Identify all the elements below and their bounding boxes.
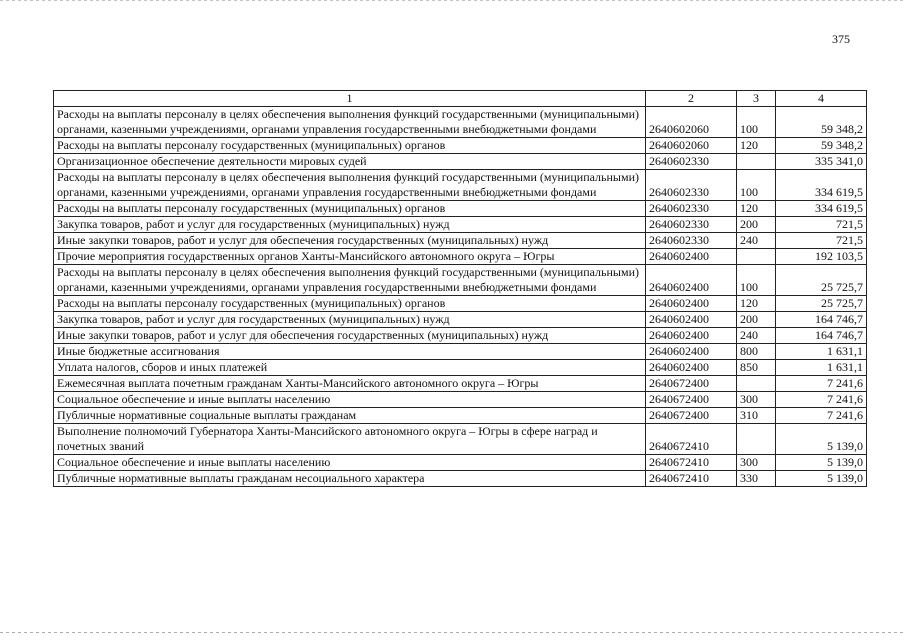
row-code: 2640602400 [646,312,737,328]
row-code: 2640602060 [646,138,737,154]
row-name: Иные бюджетные ассигнования [54,344,646,360]
row-expense-type [737,154,776,170]
row-expense-type: 300 [737,455,776,471]
row-name: Расходы на выплаты персоналу государственных (муниципальных) органов [54,296,646,312]
budget-table [53,90,867,487]
row-name: Расходы на выплаты персоналу в целях обеспечения выполнения функций государственными (муниципальными) органами, казенными учреждениями, органами управления государственными внебюджетными фондами [54,170,646,201]
row-name: Закупка товаров, работ и услуг для государственных (муниципальных) нужд [54,217,646,233]
row-expense-type: 330 [737,471,776,487]
row-amount: 1 631,1 [776,360,867,376]
row-amount: 164 746,7 [776,312,867,328]
table-row [54,455,867,471]
row-name: Организационное обеспечение деятельности мировых судей [54,154,646,170]
row-code: 2640602330 [646,233,737,249]
table-header-row [54,91,867,107]
row-name: Иные закупки товаров, работ и услуг для обеспечения государственных (муниципальных) нужд [54,233,646,249]
row-name: Уплата налогов, сборов и иных платежей [54,360,646,376]
header-col-4: 4 [776,91,867,107]
row-expense-type: 240 [737,233,776,249]
header-col-1: 1 [54,91,646,107]
row-amount: 721,5 [776,217,867,233]
header-col-3: 3 [737,91,776,107]
row-amount: 1 631,1 [776,344,867,360]
row-expense-type: 200 [737,312,776,328]
row-code: 2640602330 [646,201,737,217]
row-code: 2640602060 [646,107,737,138]
row-code: 2640602400 [646,328,737,344]
row-expense-type: 800 [737,344,776,360]
table-row [54,154,867,170]
row-name: Расходы на выплаты персоналу в целях обеспечения выполнения функций государственными (муниципальными) органами, казенными учреждениями, органами управления государственными внебюджетными фондами [54,107,646,138]
table-row [54,471,867,487]
row-expense-type: 120 [737,201,776,217]
row-amount: 59 348,2 [776,107,867,138]
row-name: Ежемесячная выплата почетным гражданам Ханты-Мансийского автономного округа – Югры [54,376,646,392]
table-row [54,408,867,424]
table-row [54,424,867,455]
table-row [54,170,867,201]
row-name: Социальное обеспечение и иные выплаты населению [54,455,646,471]
row-name: Расходы на выплаты персоналу государственных (муниципальных) органов [54,138,646,154]
row-expense-type: 240 [737,328,776,344]
row-code: 2640602330 [646,217,737,233]
row-code: 2640672400 [646,392,737,408]
row-code: 2640672400 [646,408,737,424]
row-name: Иные закупки товаров, работ и услуг для обеспечения государственных (муниципальных) нужд [54,328,646,344]
row-amount: 5 139,0 [776,471,867,487]
table-row [54,328,867,344]
row-name: Социальное обеспечение и иные выплаты населению [54,392,646,408]
row-code: 2640602400 [646,265,737,296]
row-code: 2640602400 [646,344,737,360]
row-name: Публичные нормативные социальные выплаты гражданам [54,408,646,424]
row-amount: 192 103,5 [776,249,867,265]
row-code: 2640672410 [646,424,737,455]
row-name: Расходы на выплаты персоналу государственных (муниципальных) органов [54,201,646,217]
row-name: Публичные нормативные выплаты гражданам несоциального характера [54,471,646,487]
row-amount: 7 241,6 [776,392,867,408]
header-col-2: 2 [646,91,737,107]
row-name: Расходы на выплаты персоналу в целях обеспечения выполнения функций государственными (муниципальными) органами, казенными учреждениями, органами управления государственными внебюджетными фондами [54,265,646,296]
row-amount: 334 619,5 [776,201,867,217]
row-code: 2640602400 [646,249,737,265]
row-amount: 7 241,6 [776,376,867,392]
table-row [54,265,867,296]
table-row [54,392,867,408]
row-expense-type: 300 [737,392,776,408]
table-row [54,138,867,154]
row-expense-type: 100 [737,170,776,201]
table-row [54,344,867,360]
table-row [54,249,867,265]
row-amount: 59 348,2 [776,138,867,154]
row-amount: 5 139,0 [776,424,867,455]
table-row [54,107,867,138]
page-number: 375 [832,32,850,46]
table-row [54,312,867,328]
row-amount: 335 341,0 [776,154,867,170]
row-name: Выполнение полномочий Губернатора Ханты-Мансийского автономного округа – Югры в сфере наград и почетных званий [54,424,646,455]
row-code: 2640672410 [646,471,737,487]
table-row [54,217,867,233]
row-name: Закупка товаров, работ и услуг для государственных (муниципальных) нужд [54,312,646,328]
row-amount: 721,5 [776,233,867,249]
row-expense-type: 310 [737,408,776,424]
row-expense-type: 120 [737,138,776,154]
row-code: 2640602400 [646,296,737,312]
row-expense-type: 120 [737,296,776,312]
scan-edge-bottom [0,632,905,633]
row-code: 2640602330 [646,154,737,170]
row-expense-type [737,249,776,265]
table-row [54,360,867,376]
row-amount: 5 139,0 [776,455,867,471]
row-code: 2640672400 [646,376,737,392]
row-amount: 7 241,6 [776,408,867,424]
table-row [54,233,867,249]
scan-edge-top [0,0,905,1]
row-amount: 334 619,5 [776,170,867,201]
row-expense-type: 100 [737,265,776,296]
row-expense-type: 850 [737,360,776,376]
table-row [54,376,867,392]
row-amount: 25 725,7 [776,296,867,312]
row-amount: 164 746,7 [776,328,867,344]
row-expense-type: 100 [737,107,776,138]
row-name: Прочие мероприятия государственных органов Ханты-Мансийского автономного округа – Югры [54,249,646,265]
row-code: 2640602400 [646,360,737,376]
row-amount: 25 725,7 [776,265,867,296]
table-body [54,107,867,487]
table-row [54,201,867,217]
row-code: 2640602330 [646,170,737,201]
table-row [54,296,867,312]
row-expense-type: 200 [737,217,776,233]
row-code: 2640672410 [646,455,737,471]
row-expense-type [737,376,776,392]
row-expense-type [737,424,776,455]
